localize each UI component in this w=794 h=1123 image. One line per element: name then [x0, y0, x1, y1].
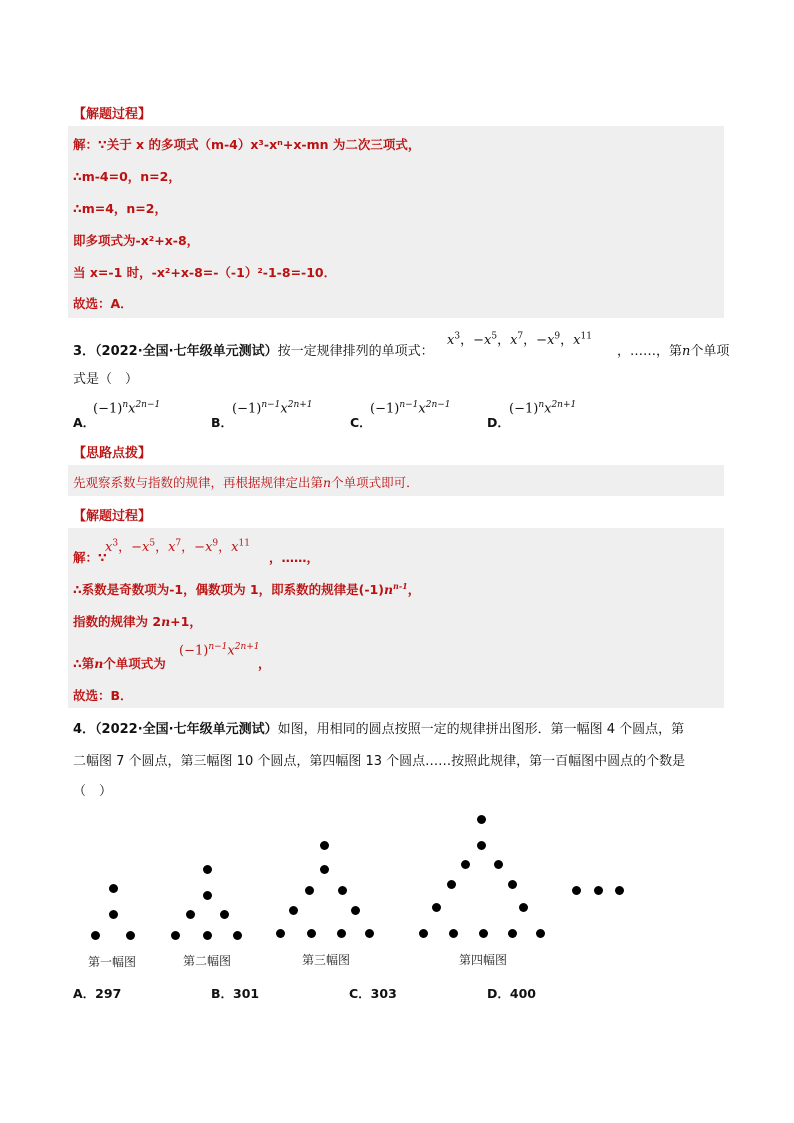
dot	[519, 903, 528, 912]
formula-base: x	[227, 643, 235, 659]
option-formula	[93, 400, 160, 416]
option-d[interactable]: D．400	[487, 986, 536, 1001]
solution-part: ∴系数是奇数项为-1，偶数项为 1，即系数的规律是(-1)	[73, 582, 384, 597]
formula-part: (−1)	[232, 401, 262, 417]
dot	[461, 860, 470, 869]
question-number: 3．	[73, 344, 96, 359]
dot	[305, 886, 314, 895]
option-label: B．	[211, 415, 234, 430]
solution-part: ，	[258, 656, 271, 671]
dot	[186, 910, 195, 919]
solution-answer: 故选：B．	[73, 688, 133, 703]
stem-text: 按一定规律排列的单项式：	[277, 344, 434, 359]
dot	[289, 906, 298, 915]
solution-box-1	[68, 126, 724, 318]
dot	[233, 931, 242, 940]
term-sep: ，−	[181, 540, 206, 555]
solution-part: 个单项式为	[103, 656, 166, 671]
formula-exp: n	[538, 400, 545, 410]
formula-base: x	[418, 401, 426, 417]
formula-exp: n−1	[399, 400, 419, 410]
hint-box	[68, 465, 724, 496]
figure-caption-4: 第四幅图	[459, 953, 508, 967]
dot	[171, 931, 180, 940]
question-3-stem-end: 式是（ ）	[73, 372, 139, 387]
dot	[220, 910, 229, 919]
term-base: x	[510, 333, 518, 348]
term-exp: 5	[149, 538, 156, 549]
term-exp: 7	[175, 538, 182, 549]
solution-exp: n-1	[393, 580, 408, 591]
formula-exp: n−1	[208, 642, 228, 652]
dot	[126, 931, 135, 940]
question-3-options	[73, 400, 713, 428]
var-n: n	[94, 656, 104, 671]
dot	[365, 929, 374, 938]
ellipsis-dot	[594, 886, 603, 895]
formula-exp: 2n+1	[287, 400, 313, 410]
dot	[307, 929, 316, 938]
solution-line: 故选：A．	[73, 296, 133, 311]
dot	[203, 891, 212, 900]
term-sep: ，−	[118, 540, 142, 555]
formula-part: (−1)	[509, 401, 539, 417]
dot	[91, 931, 100, 940]
option-formula	[232, 400, 313, 416]
term-exp: 7	[517, 331, 524, 342]
dot	[320, 841, 329, 850]
var-n: n	[161, 614, 171, 629]
option-formula	[509, 400, 576, 416]
term-base: x	[168, 540, 176, 555]
formula-base: x	[280, 401, 288, 417]
question-3-stem-cont	[617, 340, 729, 359]
term-exp: 9	[554, 331, 561, 342]
question-4-stem-line3: （ ）	[73, 784, 113, 799]
option-label: D．	[487, 415, 510, 430]
term-exp: 11	[238, 538, 250, 549]
term-base: x	[231, 540, 239, 555]
formula-base: x	[128, 401, 136, 417]
dot	[419, 929, 428, 938]
dot	[432, 903, 441, 912]
term-sep: ，	[560, 333, 574, 348]
formula-exp: 2n+1	[234, 642, 260, 652]
solution-header-3: 【解题过程】	[73, 509, 152, 524]
solution-part: +1，	[170, 614, 202, 629]
term-sep: ，−	[523, 333, 548, 348]
var-n: n	[682, 344, 691, 359]
dot	[508, 929, 517, 938]
solution-part: 指数的规律为 2	[73, 614, 162, 629]
solution-part: ，	[407, 582, 421, 597]
solution-sequence	[105, 536, 250, 555]
solution-line: 当 x=-1 时，-x²+x-8=-（-1）²-1-8=-10．	[73, 265, 337, 280]
dot	[351, 906, 360, 915]
option-b[interactable]: B．301	[211, 986, 260, 1001]
formula-part: (−1)	[93, 401, 123, 417]
term-base: x	[547, 333, 555, 348]
solution-part: ∴第	[73, 656, 95, 671]
solution-part	[73, 654, 166, 672]
term-base: x	[573, 333, 581, 348]
option-label: A．	[73, 415, 96, 430]
term-base: x	[483, 333, 492, 348]
term-exp: 3	[454, 331, 461, 342]
dot	[203, 931, 212, 940]
term-sep: ，−	[460, 333, 484, 348]
formula-exp: n	[122, 400, 129, 410]
solution-line: 即多项式为-x²+x-8，	[73, 233, 200, 248]
dot	[508, 880, 517, 889]
solution-part: ，……，	[269, 550, 320, 565]
term-exp: 5	[491, 331, 498, 342]
solution-line: 解：∵关于 x 的多项式（m-4）x³-xⁿ+x-mn 为二次三项式，	[73, 137, 421, 152]
term-sep: ，	[497, 333, 511, 348]
dot	[203, 865, 212, 874]
dot	[338, 886, 347, 895]
term-base: x	[141, 540, 150, 555]
formula-exp: 2n−1	[425, 400, 451, 410]
solution-header-1: 【解题过程】	[73, 107, 152, 122]
option-c[interactable]: C．303	[349, 986, 397, 1001]
ellipsis-dot	[615, 886, 624, 895]
formula-part: (−1)	[370, 401, 400, 417]
dot	[536, 929, 545, 938]
dot	[477, 815, 486, 824]
term-base: x	[105, 540, 113, 555]
question-4-stem	[73, 718, 684, 737]
formula-exp: n−1	[261, 400, 281, 410]
dot	[447, 880, 456, 889]
term-sep: ，	[155, 540, 169, 555]
dot	[109, 910, 118, 919]
question-source: （2022·全国·七年级单元测试）	[95, 722, 278, 737]
figure-caption-1: 第一幅图	[88, 955, 137, 969]
formula-base: x	[544, 401, 552, 417]
term-base: x	[447, 333, 455, 348]
stem-text: 如图，用相同的圆点按照一定的规律拼出图形．第一幅图 4 个圆点，第	[277, 722, 685, 737]
hint-part: 个单项式即可．	[331, 475, 419, 490]
solution-line	[73, 580, 420, 598]
dot	[477, 841, 486, 850]
formula-exp: 2n−1	[135, 400, 161, 410]
option-formula	[370, 400, 451, 416]
stem-text: ，……，第	[617, 344, 683, 359]
term-sequence	[447, 329, 592, 348]
solution-box-3	[68, 528, 724, 708]
hint-header: 【思路点拨】	[73, 446, 152, 461]
question-3-stem	[73, 340, 434, 359]
term-exp: 11	[580, 331, 592, 342]
dot	[109, 884, 118, 893]
formula-part: (−1)	[179, 643, 209, 659]
solution-line: ∴m=4，n=2，	[73, 201, 167, 216]
solution-part: 解：∵	[73, 550, 107, 565]
stem-text: 个单项	[690, 344, 730, 359]
question-4-stem-line2: 二幅图 7 个圆点，第三幅图 10 个圆点，第四幅图 13 个圆点……按照此规律，第一百幅图中圆点的个数是	[73, 754, 686, 769]
term-sep: ，	[218, 540, 232, 555]
hint-part: 先观察系数与指数的规律，再根据规律定出第	[73, 475, 324, 490]
figure-caption-2: 第二幅图	[183, 954, 232, 968]
dot	[479, 929, 488, 938]
dot	[276, 929, 285, 938]
hint-text	[73, 473, 419, 491]
option-a[interactable]: A．297	[73, 986, 122, 1001]
ellipsis-dot	[572, 886, 581, 895]
solution-line: ∴m-4=0，n=2，	[73, 169, 181, 184]
term-base: x	[205, 540, 213, 555]
term-exp: 9	[212, 538, 219, 549]
var-n: n	[383, 582, 394, 597]
solution-formula	[179, 642, 260, 658]
formula-exp: 2n+1	[551, 400, 577, 410]
dot	[320, 865, 329, 874]
figure-caption-3: 第三幅图	[302, 953, 351, 967]
question-number: 4．	[73, 722, 96, 737]
solution-line	[73, 612, 202, 630]
dot	[337, 929, 346, 938]
question-source: （2022·全国·七年级单元测试）	[95, 344, 278, 359]
dot	[494, 860, 503, 869]
dot	[449, 929, 458, 938]
option-label: C．	[350, 415, 372, 430]
var-n: n	[323, 475, 332, 490]
term-exp: 3	[112, 538, 119, 549]
